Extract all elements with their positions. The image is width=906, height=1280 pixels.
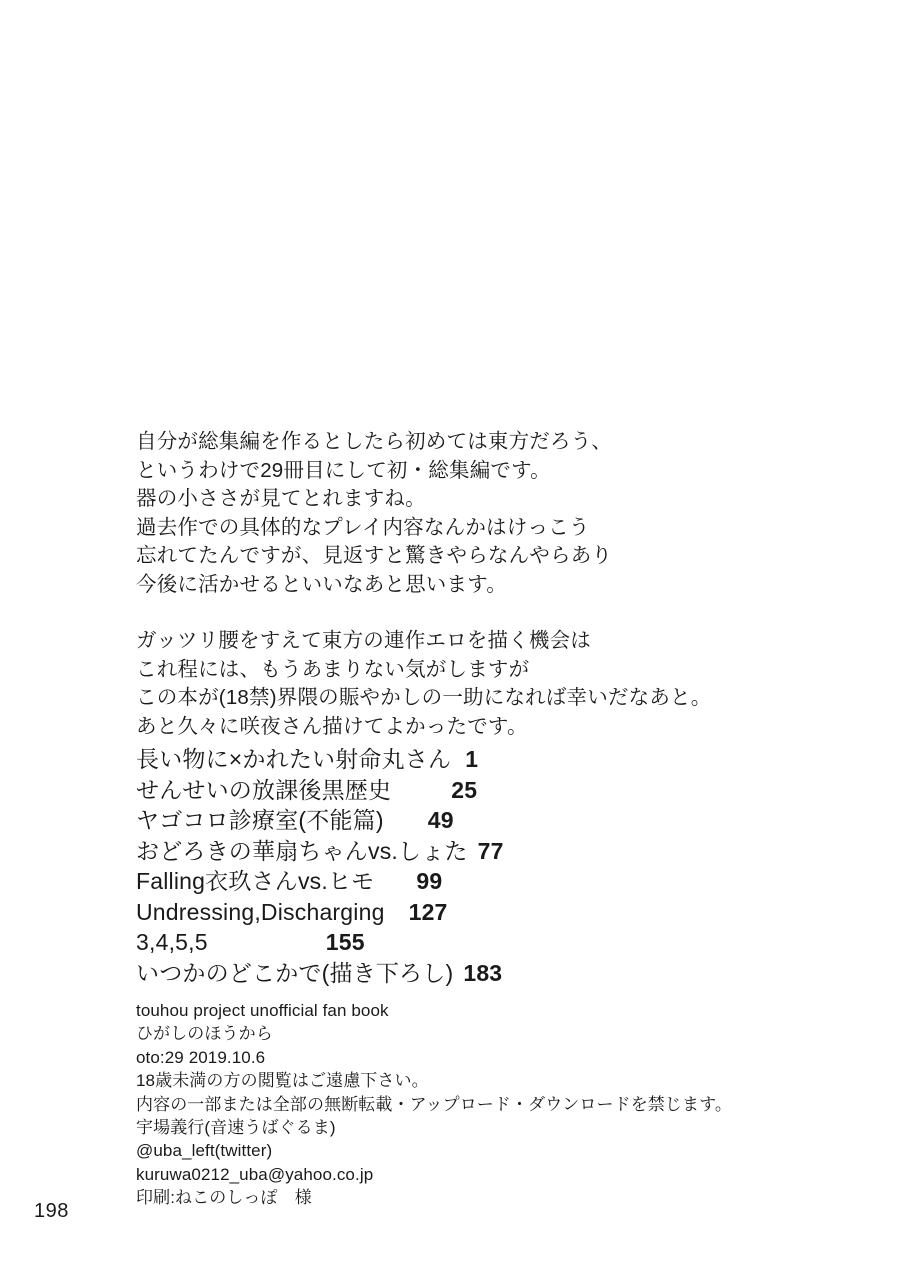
afterword-line: これ程には、もうあまりない気がしますが	[136, 657, 530, 681]
afterword-section	[136, 428, 816, 741]
toc-entry	[136, 897, 556, 928]
colophon-line: @uba_left(twitter)	[136, 1141, 273, 1161]
colophon-line: 印刷:ねこのしっぽ 様	[136, 1188, 312, 1208]
toc-entry	[136, 958, 556, 989]
toc-entry-title: いつかのどこかで(描き下ろし)	[136, 959, 454, 986]
toc-entry-title: Undressing,Discharging	[136, 898, 385, 925]
table-of-contents	[136, 744, 556, 988]
colophon-line: ひがしのほうから	[136, 1024, 273, 1044]
afterword-line: あと久々に咲夜さん描けてよかったです。	[136, 714, 528, 738]
toc-entry-title: Falling衣玖さんvs.ヒモ	[136, 868, 375, 894]
toc-entry	[136, 866, 556, 897]
afterword-line: 自分が総集編を作るとしたら初めては東方だろう、	[136, 430, 613, 453]
colophon-line: 宇場義行(音速うばぐるま)	[136, 1118, 336, 1138]
afterword-line: 過去作での具体的なプレイ内容なんかはけっこう	[136, 515, 590, 539]
afterword-line: この本が(18禁)界隈の賑やかしの一助になれば幸いだなあと。	[136, 686, 712, 709]
toc-entry-page: 127	[408, 898, 448, 925]
toc-entry	[136, 775, 556, 806]
colophon-line: 内容の一部または全部の無断転載・アップロード・ダウンロードを禁じます。	[136, 1094, 732, 1114]
afterword-line: というわけで29冊目にして初・総集編です。	[136, 458, 551, 482]
toc-entry	[136, 836, 556, 867]
colophon-line: oto:29 2019.10.6	[136, 1047, 266, 1067]
toc-entry-page: 99	[416, 868, 443, 894]
paragraph-gap	[136, 599, 816, 627]
toc-entry-page: 77	[477, 837, 504, 864]
page-number: 198	[34, 1200, 69, 1222]
toc-entry-page: 25	[451, 776, 478, 803]
toc-entry	[136, 744, 556, 775]
toc-entry	[136, 805, 556, 836]
toc-entry-title: 3,4,5,5	[136, 929, 208, 955]
colophon-line: touhou project unofficial fan book	[136, 1001, 389, 1020]
toc-entry-title: せんせいの放課後黒歴史	[136, 776, 392, 803]
toc-entry-page: 49	[427, 807, 454, 833]
toc-entry-page: 1	[465, 746, 479, 772]
toc-entry	[136, 927, 556, 958]
toc-entry-title: 長い物に×かれたい射命丸さん	[136, 746, 452, 772]
afterword-line: 器の小ささが見てとれますね。	[136, 487, 426, 510]
afterword-line: 今後に活かせるといいなあと思います。	[136, 572, 507, 596]
colophon-email: kuruwa0212_uba@yahoo.co.jp	[136, 1164, 374, 1184]
toc-entry-title: ヤゴコロ診療室(不能篇)	[136, 807, 384, 833]
toc-entry-page: 183	[463, 959, 503, 986]
afterword-line: 忘れてたんですが、見返すと驚きやらなんやらあり	[136, 544, 613, 567]
toc-entry-title: おどろきの華扇ちゃんvs.しょた	[136, 837, 468, 864]
afterword-line: ガッツリ腰をすえて東方の連作エロを描く機会は	[136, 629, 591, 652]
toc-entry-page: 155	[325, 929, 365, 955]
colophon-section	[136, 999, 836, 1210]
colophon-line: 18歳未満の方の閲覧はご遠慮下さい。	[136, 1071, 429, 1091]
